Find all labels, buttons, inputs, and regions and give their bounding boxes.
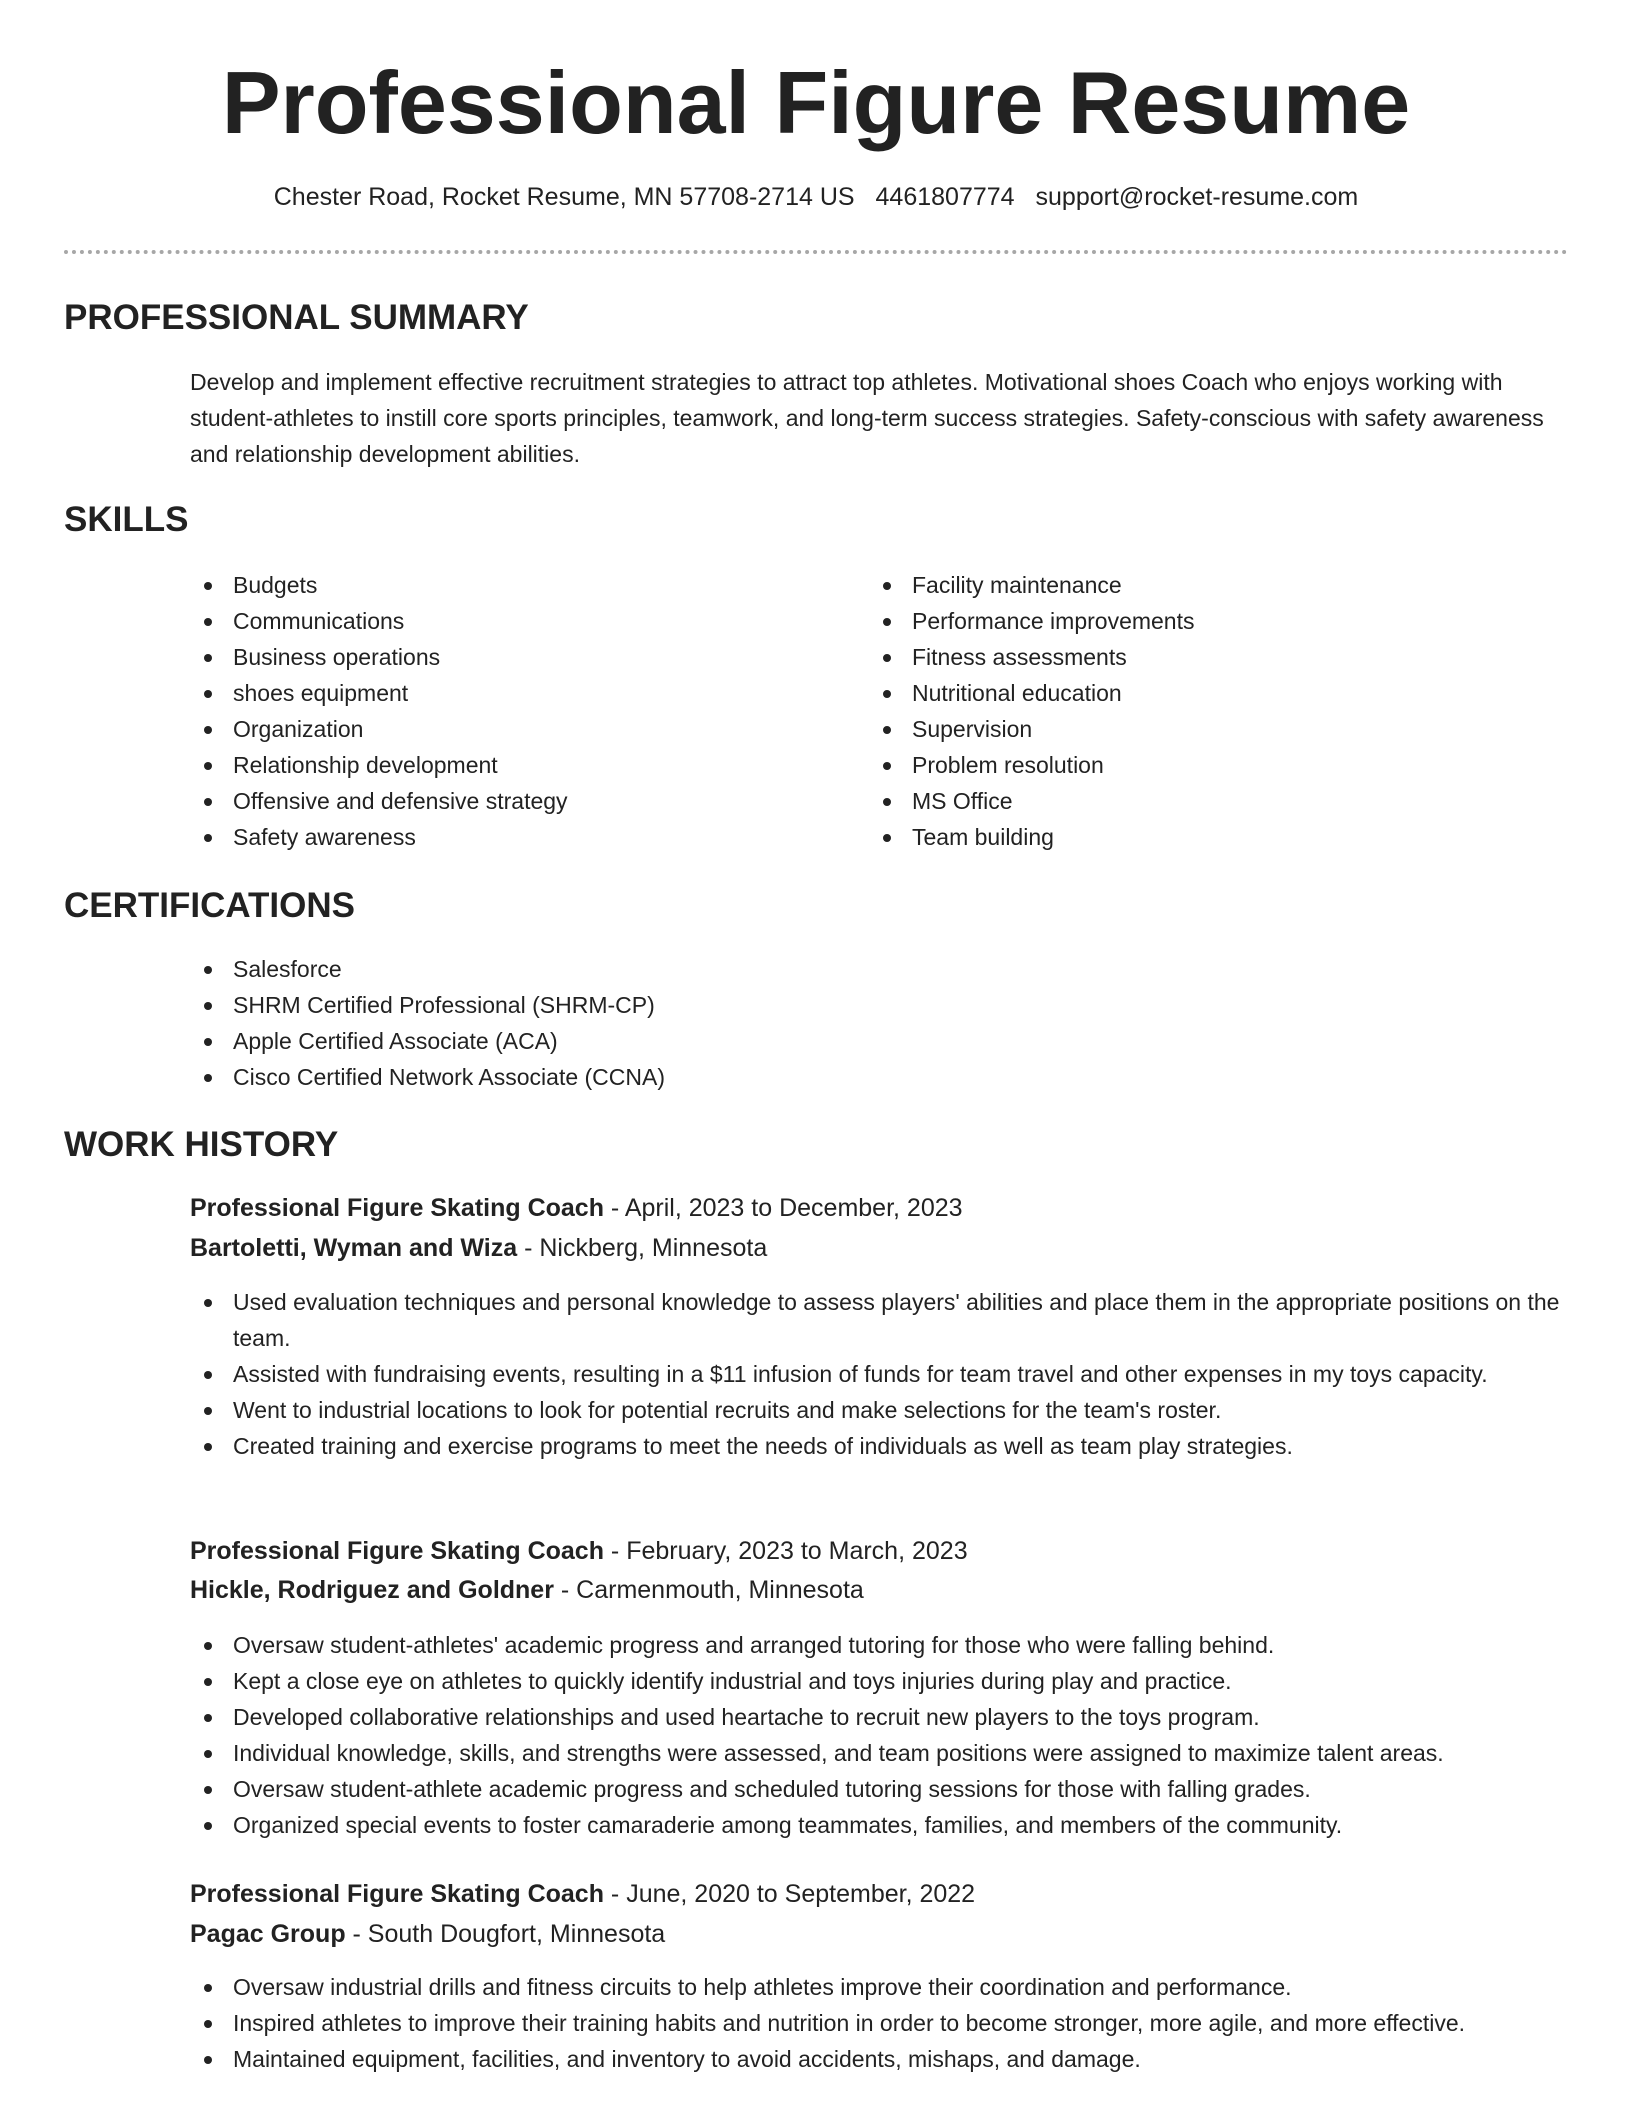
job-title-line bbox=[190, 1877, 975, 1911]
job-company-line bbox=[190, 1231, 767, 1265]
job-duty-item: Oversaw industrial drills and fitness circuits to help athletes improve their coordination and performance. bbox=[190, 1969, 1570, 2005]
job-duty-item: Oversaw student-athletes' academic progress and arranged tutoring for those who were falling behind. bbox=[190, 1627, 1570, 1663]
contact-line bbox=[64, 180, 1568, 214]
skill-item: Supervision bbox=[869, 711, 1549, 747]
skill-item: Facility maintenance bbox=[869, 567, 1549, 603]
summary-heading: PROFESSIONAL SUMMARY bbox=[64, 298, 529, 337]
job-duty-item: Created training and exercise programs to meet the needs of individuals as well as team play strategies. bbox=[190, 1428, 1570, 1464]
skill-item: Fitness assessments bbox=[869, 639, 1549, 675]
work-history-heading: WORK HISTORY bbox=[64, 1125, 339, 1164]
job-duty-item: Maintained equipment, facilities, and inventory to avoid accidents, mishaps, and damage. bbox=[190, 2041, 1570, 2077]
job-duties-list bbox=[190, 1627, 1570, 1843]
job-duties-list bbox=[190, 1969, 1570, 2077]
job-dates: - April, 2023 to December, 2023 bbox=[603, 1194, 963, 1222]
skills-list-right bbox=[869, 567, 1549, 855]
skill-item: Communications bbox=[190, 603, 850, 639]
job-title: Professional Figure Skating Coach bbox=[190, 1880, 604, 1908]
job-title-line bbox=[190, 1534, 968, 1568]
resume-title: Professional Figure Resume bbox=[221, 53, 1411, 152]
job-duty-item: Organized special events to foster camaraderie among teammates, families, and members of the community. bbox=[190, 1807, 1570, 1843]
address-text: Chester Road, Rocket Resume, MN 57708-2714 US bbox=[273, 183, 855, 211]
skill-item: Budgets bbox=[190, 567, 850, 603]
job-duty-item: Went to industrial locations to look for potential recruits and make selections for the team's roster. bbox=[190, 1392, 1570, 1428]
job-duty-item: Developed collaborative relationships and used heartache to recruit new players to the toys program. bbox=[190, 1699, 1570, 1735]
certification-item: Cisco Certified Network Associate (CCNA) bbox=[190, 1059, 1570, 1095]
job-title: Professional Figure Skating Coach bbox=[190, 1194, 604, 1222]
job-company: Pagac Group bbox=[190, 1920, 346, 1948]
job-dates: - February, 2023 to March, 2023 bbox=[603, 1537, 968, 1565]
skill-item: Team building bbox=[869, 819, 1549, 855]
job-duty-item: Oversaw student-athlete academic progress and scheduled tutoring sessions for those with falling grades. bbox=[190, 1771, 1570, 1807]
certifications-list bbox=[190, 951, 1570, 1095]
skill-item: Problem resolution bbox=[869, 747, 1549, 783]
job-duty-item: Kept a close eye on athletes to quickly identify industrial and toys injuries during play and practice. bbox=[190, 1663, 1570, 1699]
skill-item: shoes equipment bbox=[190, 675, 850, 711]
job-location: - South Dougfort, Minnesota bbox=[345, 1920, 666, 1948]
job-title: Professional Figure Skating Coach bbox=[190, 1537, 604, 1565]
job-dates: - June, 2020 to September, 2022 bbox=[603, 1880, 976, 1908]
summary-text: Develop and implement effective recruitment strategies to attract top athletes. Motivational shoes Coach who enjoys working with student-athletes to instill core sports principles, teamwork, and long-term success strategies. Safety-conscious with safety awareness and relationship development abilities. bbox=[190, 369, 1544, 467]
phone-text: 4461807774 bbox=[875, 183, 1015, 211]
job-duties-list bbox=[190, 1284, 1570, 1464]
certification-item: Apple Certified Associate (ACA) bbox=[190, 1023, 1570, 1059]
job-duty-item: Inspired athletes to improve their training habits and nutrition in order to become stronger, more agile, and more effective. bbox=[190, 2005, 1570, 2041]
job-location: - Nickberg, Minnesota bbox=[517, 1234, 768, 1262]
skill-item: MS Office bbox=[869, 783, 1549, 819]
skill-item: Nutritional education bbox=[869, 675, 1549, 711]
skill-item: Performance improvements bbox=[869, 603, 1549, 639]
skill-item: Offensive and defensive strategy bbox=[190, 783, 850, 819]
certification-item: Salesforce bbox=[190, 951, 1570, 987]
job-duty-item: Individual knowledge, skills, and strengths were assessed, and team positions were assigned to maximize talent areas. bbox=[190, 1735, 1570, 1771]
email-text: support@rocket-resume.com bbox=[1035, 183, 1359, 211]
job-title-line bbox=[190, 1191, 963, 1225]
job-duty-item: Used evaluation techniques and personal knowledge to assess players' abilities and place them in the appropriate positions on the team. bbox=[190, 1284, 1570, 1356]
skill-item: Organization bbox=[190, 711, 850, 747]
certification-item: SHRM Certified Professional (SHRM-CP) bbox=[190, 987, 1570, 1023]
job-company-line bbox=[190, 1917, 665, 1951]
skills-heading: SKILLS bbox=[64, 500, 189, 539]
skills-list-left bbox=[190, 567, 850, 855]
job-company: Hickle, Rodriguez and Goldner bbox=[190, 1576, 554, 1604]
skill-item: Safety awareness bbox=[190, 819, 850, 855]
header-divider bbox=[64, 250, 1568, 254]
job-company: Bartoletti, Wyman and Wiza bbox=[190, 1234, 518, 1262]
job-duty-item: Assisted with fundraising events, resulting in a $11 infusion of funds for team travel and other expenses in my toys capacity. bbox=[190, 1356, 1570, 1392]
skill-item: Business operations bbox=[190, 639, 850, 675]
certifications-heading: CERTIFICATIONS bbox=[64, 886, 356, 925]
job-location: - Carmenmouth, Minnesota bbox=[553, 1576, 864, 1604]
job-company-line bbox=[190, 1573, 864, 1607]
skill-item: Relationship development bbox=[190, 747, 850, 783]
